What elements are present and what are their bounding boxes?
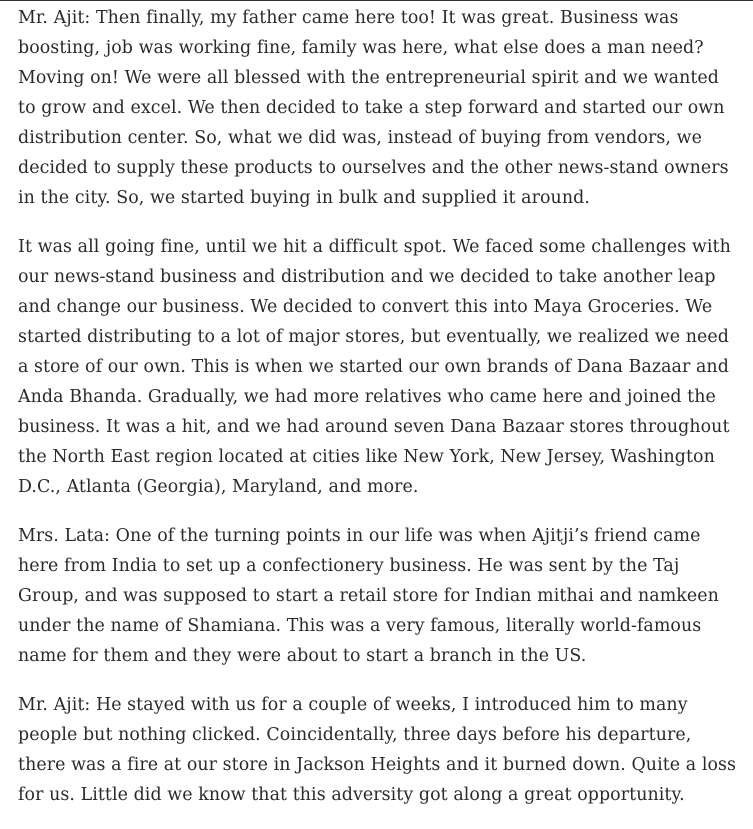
paragraph-turning-point: Mrs. Lata: One of the turning points in our life was when Ajitji’s friend came here from India to set up a confectionery business. He was sent by the Taj Group, and was supposed to start a retail store for Indian mithai and namkeen under the name of Shamiana. This was a very famous, literally world-famous name for them and they were about to start a branch in the US. [18, 526, 719, 666]
paragraph-maya-groceries: It was all going fine, until we hit a difficult spot. We faced some challenges with our news-stand business and distribution and we decided to take another leap and change our business. We decided to convert this into Maya Groceries. We started distributing to a lot of major stores, but eventually, we realized we need a store of our own. This is when we started our own brands of Dana Bazaar and Anda Bhanda. Gradually, we had more relatives who came here and joined the business. It was a hit, and we had around seven Dana Bazaar stores throughout the North East region located at cities like New York, New Jersey, Washington D.C., Atlanta (Georgia), Maryland, and more. [18, 237, 731, 497]
paragraph-store-fire: Mr. Ajit: He stayed with us for a couple of weeks, I introduced him to many people but nothing clicked. Coincidentally, three days before his departure, there was a fire at our store in Jackson Heights and it burned down. Quite a loss for us. Little did we know that this adversity got along a great opportunity. [18, 695, 737, 805]
paragraph-father-arrival: Mr. Ajit: Then finally, my father came here too! It was great. Business was boosting, job was working fine, family was here, what else does a man need? Moving on! We were all blessed with the entrepreneurial spirit and we wanted to grow and excel. We then decided to take a step forward and started our own distribution center. So, what we did was, instead of buying from vendors, we decided to supply these products to ourselves and the other news-stand owners in the city. So, we started buying in bulk and supplied it around. [18, 8, 729, 208]
article-body [18, 3, 740, 829]
